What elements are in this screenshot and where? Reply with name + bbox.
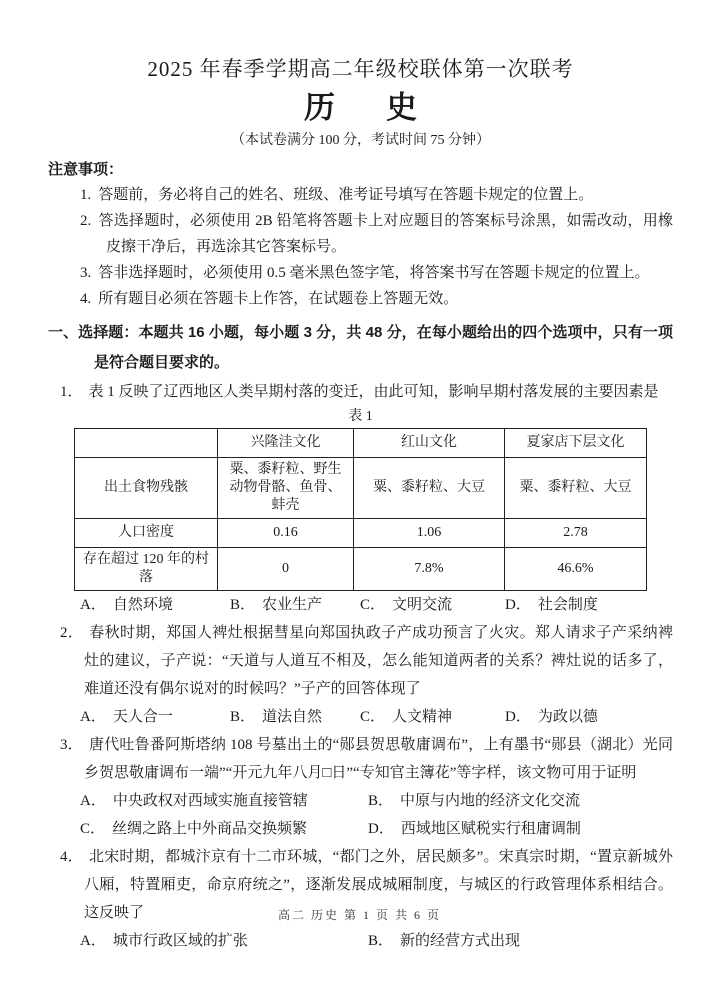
- question-4: [48, 843, 673, 955]
- question-options: [80, 703, 673, 731]
- option-label: D．: [505, 709, 531, 725]
- option-label: C．: [80, 821, 106, 837]
- option-text: 道法自然: [262, 709, 323, 725]
- option-text: 文明交流: [392, 597, 453, 613]
- question-2: [48, 619, 673, 731]
- notice-item: [80, 286, 673, 312]
- option-text: 社会制度: [537, 597, 598, 613]
- table-cell: 夏家店下层文化: [505, 429, 647, 458]
- notice-item-text: 答题前，务必将自己的姓名、班级、准考证号填写在答题卡规定的位置上。: [98, 187, 594, 203]
- question-text: 北宋时期，都城汴京有十二市环城，“都门之外，居民颇多”。宋真宗时期，“置京新城外八厢，特置厢吏，命京府统之”，逐渐发展成城厢制度，与城区的行政管理体系相结合。这反映了: [84, 849, 673, 921]
- option-label: D．: [368, 821, 394, 837]
- table-cell: 存在超过 120 年的村落: [75, 548, 218, 591]
- question-number: 4．: [60, 849, 83, 865]
- table-cell: 出土食物残骸: [75, 458, 218, 519]
- notice-item-text: 答非选择题时，必须使用 0.5 毫米黑色签字笔，将答案书写在答题卡规定的位置上。: [98, 265, 650, 281]
- notice-item-number: 3.: [80, 265, 92, 281]
- table-cell: 粟、黍籽粒、大豆: [354, 458, 505, 519]
- exam-info-line: （本试卷满分 100 分，考试时间 75 分钟）: [231, 133, 490, 148]
- table-cell: 46.6%: [505, 548, 647, 591]
- option-label: A．: [80, 793, 106, 809]
- table-cell: 2.78: [505, 519, 647, 548]
- option-c: [80, 815, 368, 843]
- notice-item: [80, 260, 673, 286]
- option-b: [368, 927, 673, 955]
- table-header-row: [75, 429, 647, 458]
- table-cell: 人口密度: [75, 519, 218, 548]
- notice-item-number: 4.: [80, 291, 92, 307]
- option-text: 新的经营方式出现: [400, 933, 521, 949]
- option-c: [360, 703, 505, 731]
- option-label: C．: [360, 597, 386, 613]
- option-a: [80, 591, 230, 619]
- table-cell: 0: [218, 548, 354, 591]
- question-3: [48, 731, 673, 843]
- option-d: [505, 591, 673, 619]
- table-caption: 表 1: [348, 409, 373, 424]
- option-text: 为政以德: [537, 709, 598, 725]
- page-footer: 高二 历史 第 1 页 共 6 页: [277, 908, 441, 922]
- question-stem: [60, 619, 673, 703]
- option-a: [80, 927, 368, 955]
- option-label: A．: [80, 597, 106, 613]
- question-number: 1．: [60, 384, 83, 400]
- option-b: [368, 787, 673, 815]
- table-1: [74, 428, 647, 591]
- question-options: [80, 591, 673, 619]
- option-label: B．: [368, 933, 394, 949]
- notice-item-text: 答选择题时，必须使用 2B 铅笔将答题卡上对应题目的答案标号涂黑，如需改动，用橡皮擦干净后，再选涂其它答案标号。: [98, 213, 673, 255]
- question-options: [80, 927, 673, 955]
- table-cell: 7.8%: [354, 548, 505, 591]
- table-row: [75, 458, 647, 519]
- notice-item: [80, 208, 673, 260]
- question-number: 3．: [60, 737, 83, 753]
- option-a: [80, 787, 368, 815]
- question-stem: [60, 378, 673, 406]
- table-row: [75, 519, 647, 548]
- option-text: 自然环境: [112, 597, 173, 613]
- table-cell: 0.16: [218, 519, 354, 548]
- option-text: 中央政权对西域实施直接管辖: [112, 793, 308, 809]
- table-cell: [75, 429, 218, 458]
- option-d: [368, 815, 673, 843]
- notice-item: [80, 182, 673, 208]
- option-text: 中原与内地的经济文化交流: [400, 793, 581, 809]
- option-label: B．: [230, 597, 256, 613]
- table-row: [75, 548, 647, 591]
- option-text: 人文精神: [392, 709, 453, 725]
- exam-title: 2025 年春季学期高二年级校联体第一次联考: [147, 57, 574, 81]
- option-label: A．: [80, 933, 106, 949]
- notice-item-number: 2.: [80, 213, 92, 229]
- option-b: [230, 703, 360, 731]
- question-stem: [60, 731, 673, 787]
- section-heading-choice: 一、选择题：本题共 16 小题，每小题 3 分，共 48 分，在每小题给出的四个选项中，只有一项是符合题目要求的。: [48, 324, 673, 371]
- option-label: C．: [360, 709, 386, 725]
- question-text: 春秋时期，郑国人裨灶根据彗星向郑国执政子产成功预言了火灾。郑人请求子产采纳裨灶的建议，子产说：“天道与人道互不相及，怎么能知道两者的关系？裨灶说的话多了，难道还没有偶尔说对的时候吗？”子产的回答体现了: [84, 625, 673, 697]
- option-label: B．: [368, 793, 394, 809]
- table-cell: 粟、黍籽粒、野生动物骨骼、鱼骨、蚌壳: [218, 458, 354, 519]
- table-cell: 红山文化: [354, 429, 505, 458]
- table-cell: 粟、黍籽粒、大豆: [505, 458, 647, 519]
- question-number: 2．: [60, 625, 84, 641]
- notice-list: [80, 182, 673, 312]
- option-c: [360, 591, 505, 619]
- option-text: 农业生产: [262, 597, 323, 613]
- option-d: [505, 703, 673, 731]
- option-text: 西域地区赋税实行租庸调制: [400, 821, 581, 837]
- notice-item-number: 1.: [80, 187, 92, 203]
- option-text: 丝绸之路上中外商品交换频繁: [112, 821, 308, 837]
- notice-heading: 注意事项：: [48, 162, 124, 178]
- question-options: [80, 787, 673, 843]
- option-b: [230, 591, 360, 619]
- option-a: [80, 703, 230, 731]
- option-label: A．: [80, 709, 106, 725]
- option-text: 天人合一: [112, 709, 173, 725]
- table-cell: 兴隆洼文化: [218, 429, 354, 458]
- option-label: B．: [230, 709, 256, 725]
- notice-item-text: 所有题目必须在答题卡上作答，在试题卷上答题无效。: [98, 291, 459, 307]
- table-cell: 1.06: [354, 519, 505, 548]
- exam-subject: 历 史: [304, 90, 427, 125]
- question-text: 唐代吐鲁番阿斯塔纳 108 号墓出土的“郧县贺思敬庸调布”，上有墨书“郧县（湖北）光同乡贺思敬庸调布一端”“开元九年八月□日”“专知官主簿花”等字样，该文物可用于证明: [84, 737, 673, 781]
- question-1: [48, 378, 673, 619]
- option-label: D．: [505, 597, 531, 613]
- option-text: 城市行政区域的扩张: [112, 933, 248, 949]
- question-text: 表 1 反映了辽西地区人类早期村落的变迁，由此可知，影响早期村落发展的主要因素是: [88, 384, 659, 400]
